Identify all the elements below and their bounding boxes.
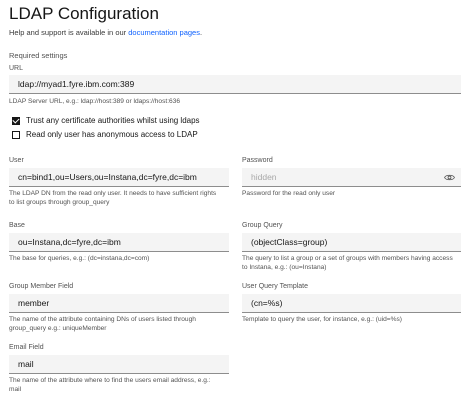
group-query-input[interactable]: (objectClass=group) bbox=[242, 233, 461, 252]
email-field-helper bbox=[9, 376, 211, 394]
email-field-label: Email Field bbox=[9, 344, 44, 351]
user-query-template-helper: Template to query the user, for instance, e.g.: (uid=%s) bbox=[242, 316, 402, 323]
anonymous-access-checkbox[interactable] bbox=[12, 131, 20, 139]
group-member-field-helper bbox=[9, 315, 196, 333]
url-helper: LDAP Server URL, e.g.: ldap://host:389 or ldaps://host:636 bbox=[9, 98, 181, 105]
email-field-helper-line: mail bbox=[9, 386, 22, 393]
user-query-template-label: User Query Template bbox=[242, 283, 309, 290]
anonymous-access-label: Read only user has anonymous access to LDAP bbox=[26, 130, 198, 139]
password-helper: Password for the read only user bbox=[242, 190, 336, 197]
password-label: Password bbox=[242, 157, 273, 164]
help-text bbox=[9, 28, 202, 37]
email-field-input[interactable]: mail bbox=[9, 355, 229, 374]
page-title: LDAP Configuration bbox=[9, 4, 159, 23]
help-suffix: . bbox=[199, 28, 203, 37]
url-label: URL bbox=[9, 65, 24, 72]
password-input[interactable]: hidden bbox=[242, 168, 461, 187]
trust-ca-checkbox[interactable] bbox=[12, 117, 20, 125]
user-input[interactable]: cn=bind1,ou=Users,ou=Instana,dc=fyre,dc=ibm bbox=[9, 168, 229, 187]
trust-ca-label: Trust any certificate authorities whilst using ldaps bbox=[26, 116, 200, 125]
eye-icon[interactable] bbox=[444, 173, 455, 182]
user-helper-line: The LDAP DN from the read only user. It needs to have sufficient rights bbox=[9, 190, 217, 197]
group-member-field-helper-line: The name of the attribute containing DNs of users listed through bbox=[9, 316, 196, 323]
user-label: User bbox=[9, 157, 24, 164]
group-query-helper-line: to Instana, e.g.: (ou=Instana) bbox=[242, 264, 327, 271]
anonymous-access-checkbox-row[interactable] bbox=[12, 130, 198, 139]
section-label: Required settings bbox=[9, 51, 68, 60]
user-helper-line: to list groups through group_query bbox=[9, 199, 110, 206]
email-field-helper-line: The name of the attribute where to find the users email address, e.g.: bbox=[9, 377, 211, 384]
user-query-template-input[interactable]: (cn=%s) bbox=[242, 294, 461, 313]
group-query-helper-line: The query to list a group or a set of groups with members having access bbox=[242, 255, 453, 262]
base-helper: The base for queries, e.g.: (dc=instana,dc=com) bbox=[9, 255, 150, 262]
user-helper bbox=[9, 189, 216, 207]
help-prefix: Help and support is available in our bbox=[9, 28, 129, 37]
trust-ca-checkbox-row[interactable] bbox=[12, 116, 200, 125]
group-member-field-helper-line: group_query e.g.: uniqueMember bbox=[9, 325, 107, 332]
group-query-helper bbox=[242, 254, 453, 272]
url-input[interactable]: ldap://myad1.fyre.ibm.com:389 bbox=[9, 75, 461, 94]
group-member-field-input[interactable]: member bbox=[9, 294, 229, 313]
group-query-label: Group Query bbox=[242, 222, 283, 229]
base-input[interactable]: ou=Instana,dc=fyre,dc=ibm bbox=[9, 233, 229, 252]
group-member-field-label: Group Member Field bbox=[9, 283, 74, 290]
documentation-link[interactable]: documentation pages bbox=[128, 28, 200, 37]
base-label: Base bbox=[9, 222, 25, 229]
